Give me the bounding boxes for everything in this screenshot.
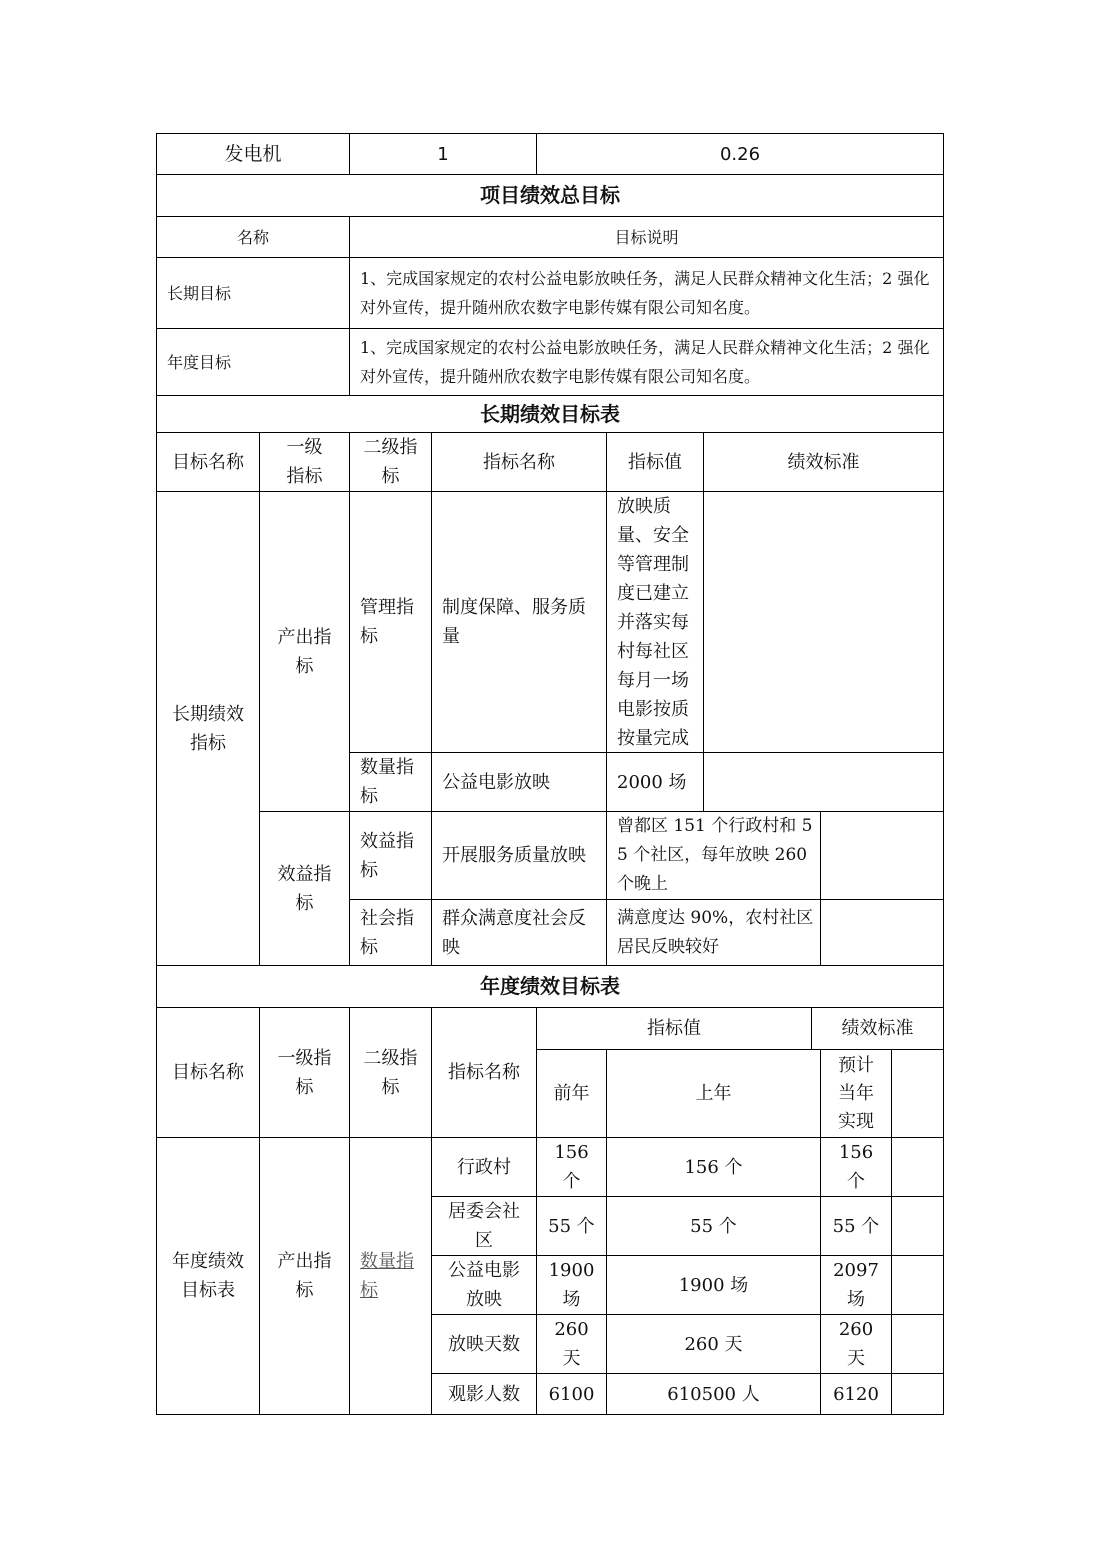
at-header-goal: 目标名称: [156, 1007, 260, 1138]
annual-table-title: 年度绩效目标表: [156, 965, 944, 1008]
lt-row-std: [703, 752, 944, 812]
at-subheader-prev1: 上年: [606, 1049, 821, 1138]
at-row-prev1: 55 个: [606, 1196, 821, 1256]
annual-text: 1、完成国家规定的农村公益电影放映任务，满足人民群众精神文化生活；2 强化对外宣传，提升随州欣农数字电影传媒有限公司知名度。: [349, 328, 944, 396]
at-row-name: 观影人数: [431, 1373, 537, 1415]
lt-header-lvl1: 一级指标: [259, 432, 350, 492]
lt-row-value: 2000 场: [606, 752, 704, 812]
at-row-std: [891, 1255, 944, 1315]
lt-row-lvl2: 数量指标: [349, 752, 432, 812]
at-row-name: 放映天数: [431, 1314, 537, 1374]
at-header-lvl1: 一级指标: [259, 1007, 350, 1138]
at-row-prev1: 1900 场: [606, 1255, 821, 1315]
lt-row-name: 制度保障、服务质量: [431, 491, 607, 753]
long-table-title: 长期绩效目标表: [156, 395, 944, 433]
at-row-name: 居委会社区: [431, 1196, 537, 1256]
name-header: 名称: [156, 216, 350, 258]
lt-header-goal: 目标名称: [156, 432, 260, 492]
lt-row-std: [820, 811, 944, 900]
at-row-cur: 6120: [820, 1373, 892, 1415]
at-row-prev2: 6100: [536, 1373, 607, 1415]
lt-row-lvl2: 效益指标: [349, 811, 432, 900]
lt-row-std: [820, 899, 944, 966]
overall-title: 项目绩效总目标: [156, 174, 944, 217]
lt-row-name: 公益电影放映: [431, 752, 607, 812]
lt-row-lvl2: 社会指标: [349, 899, 432, 966]
at-header-lvl2: 二级指标: [349, 1007, 432, 1138]
long-term-label: 长期目标: [156, 257, 350, 329]
annual-label: 年度目标: [156, 328, 350, 396]
at-lvl2: 数量指标: [349, 1137, 432, 1415]
at-row-cur: 55 个: [820, 1196, 892, 1256]
lt-row-std: [703, 491, 944, 753]
lt-lvl1-benefit: 效益指标: [259, 811, 350, 966]
at-row-cur: 156 个: [820, 1137, 892, 1197]
at-row-std: [891, 1196, 944, 1256]
lt-row-lvl2: 管理指标: [349, 491, 432, 753]
lt-row-name: 群众满意度社会反映: [431, 899, 607, 966]
at-row-prev2: 55 个: [536, 1196, 607, 1256]
at-row-std: [891, 1373, 944, 1415]
at-row-prev2: 156 个: [536, 1137, 607, 1197]
lt-goal-name: 长期绩效指标: [156, 491, 260, 966]
at-row-std: [891, 1137, 944, 1197]
at-row-prev1: 260 天: [606, 1314, 821, 1374]
at-header-value: 指标值: [536, 1007, 812, 1050]
at-header-std: 绩效标准: [811, 1007, 944, 1050]
desc-header: 目标说明: [349, 216, 944, 258]
at-subheader-prev2: 前年: [536, 1049, 607, 1138]
equipment-value: 0.26: [536, 133, 944, 175]
at-row-std: [891, 1314, 944, 1374]
lt-row-value: 曾都区 151 个行政村和 55 个社区，每年放映 260 个晚上: [606, 811, 821, 900]
equipment-name: 发电机: [156, 133, 350, 175]
at-row-prev1: 610500 人: [606, 1373, 821, 1415]
lt-lvl1-output: 产出指标: [259, 491, 350, 812]
at-row-name: 公益电影放映: [431, 1255, 537, 1315]
at-row-prev2: 260 天: [536, 1314, 607, 1374]
equipment-qty: 1: [349, 133, 537, 175]
lt-row-value: 放映质量、安全等管理制度已建立并落实每村每社区每月一场电影按质按量完成: [606, 491, 704, 753]
long-term-text: 1、完成国家规定的农村公益电影放映任务，满足人民群众精神文化生活；2 强化对外宣传，提升随州欣农数字电影传媒有限公司知名度。: [349, 257, 944, 329]
lt-header-std: 绩效标准: [703, 432, 944, 492]
at-row-prev2: 1900 场: [536, 1255, 607, 1315]
at-goal-name: 年度绩效目标表: [156, 1137, 260, 1415]
at-row-prev1: 156 个: [606, 1137, 821, 1197]
at-row-cur: 2097 场: [820, 1255, 892, 1315]
at-row-name: 行政村: [431, 1137, 537, 1197]
at-header-name: 指标名称: [431, 1007, 537, 1138]
at-subheader-cur: 预计当年实现: [820, 1049, 892, 1138]
at-lvl1: 产出指标: [259, 1137, 350, 1415]
at-subheader-std: [891, 1049, 944, 1138]
lt-header-value: 指标值: [606, 432, 704, 492]
lt-row-value: 满意度达 90%，农村社区居民反映较好: [606, 899, 821, 966]
at-row-cur: 260 天: [820, 1314, 892, 1374]
lt-row-name: 开展服务质量放映: [431, 811, 607, 900]
lt-header-name: 指标名称: [431, 432, 607, 492]
lt-header-lvl2: 二级指标: [349, 432, 432, 492]
